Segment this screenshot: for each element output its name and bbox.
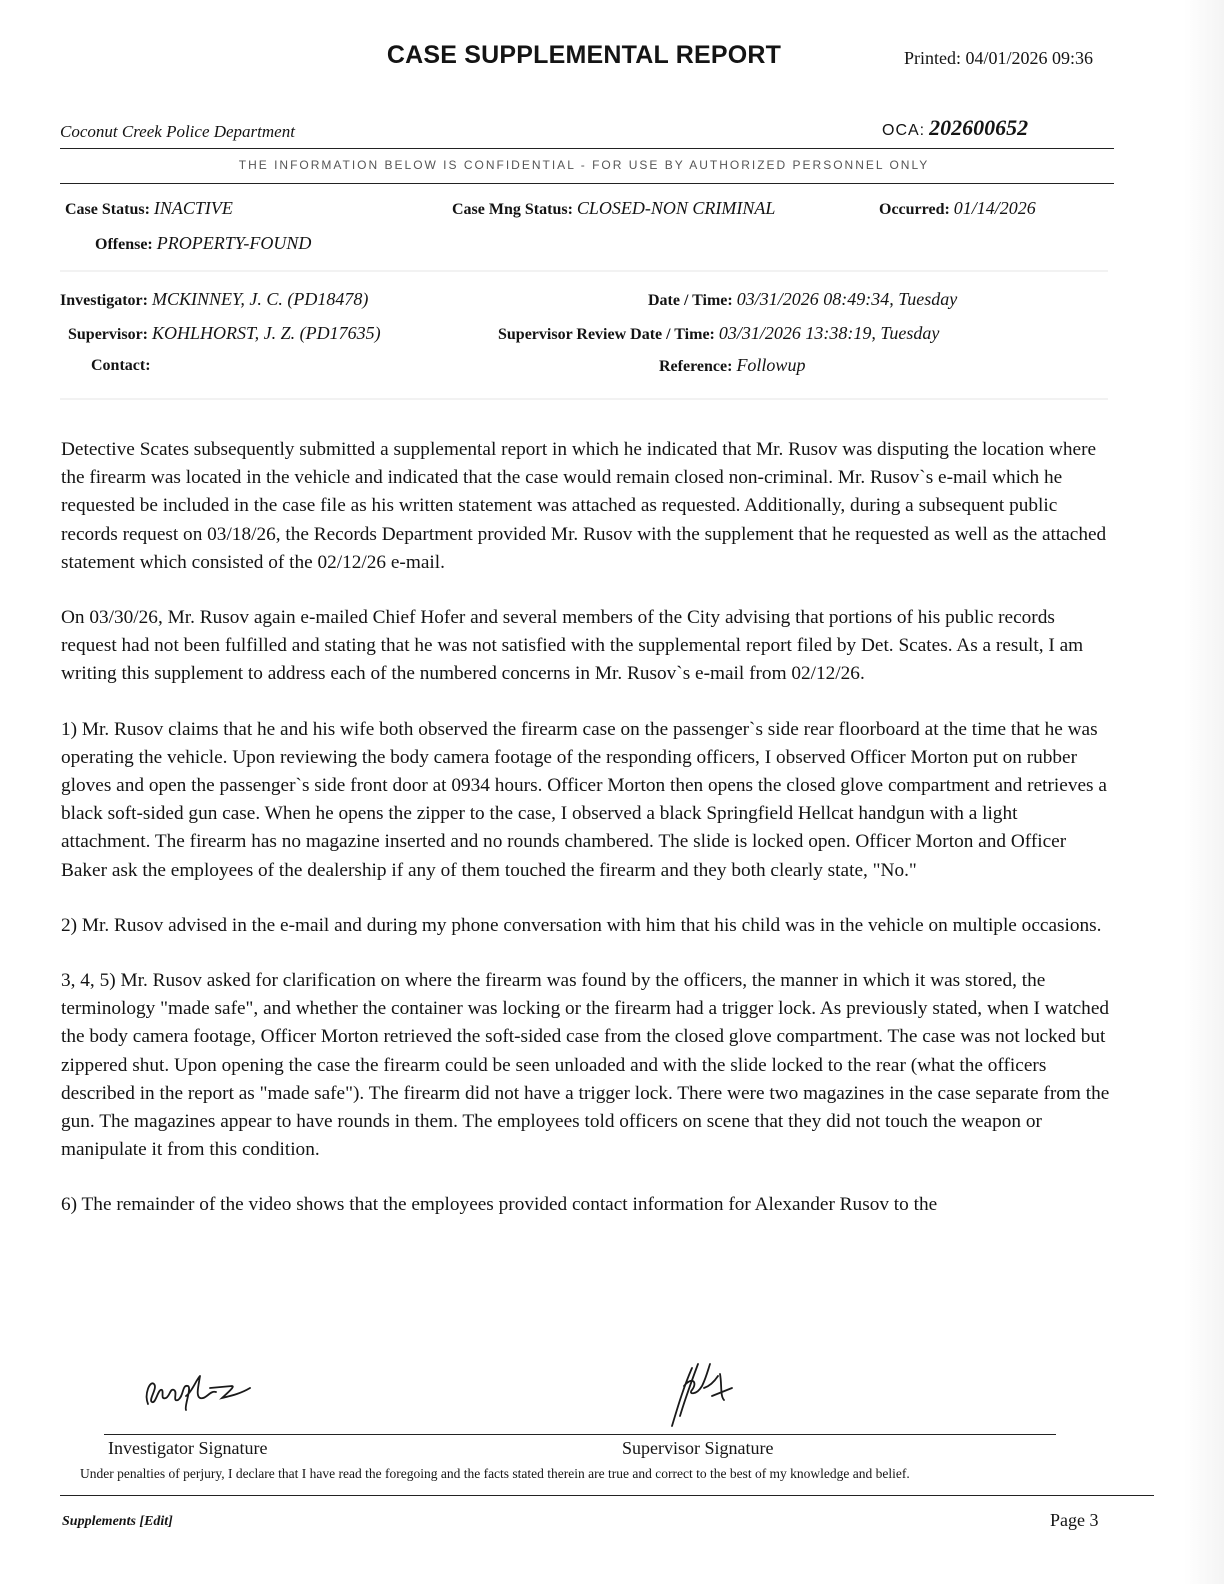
investigator [60,289,368,310]
supervisor-review [498,323,939,344]
page-number: Page 3 [1050,1510,1099,1530]
printed-timestamp: Printed: 04/01/2026 09:36 [904,48,1093,68]
review-label: Supervisor Review Date / Time: [498,326,715,343]
narrative-body [61,436,1111,1247]
supervisor-signature-label: Supervisor Signature [622,1438,774,1458]
supervisor-value: KOHLHORST, J. Z. (PD17635) [152,323,381,343]
occurred-date [879,198,1036,219]
reference-label: Reference: [659,358,733,375]
section-separator [60,270,1108,272]
narrative-paragraph: 3, 4, 5) Mr. Rusov asked for clarification on where the firearm was found by the officers, the manner in which it was stored, the terminology "made safe", and whether the container was locking or the firearm had a trigger lock. As previously stated, when I watched the body camera footage, Officer Morton retrieved the soft-sided case from the closed glove compartment. The case was not locked but zippered shut. Upon opening the case the firearm could be seen unloaded and with the slide locked to the rear (what the officers described in the report as "made safe"). The firearm did not have a trigger lock. There were two magazines in the case separate from the gun. The magazines appear to have rounds in them. The employees told officers on scene that they did not touch the weapon or manipulate it from this condition. [61,970,1110,1161]
narrative-paragraph: 1) Mr. Rusov claims that he and his wife both observed the firearm case on the passenger`s side rear floorboard at the time that he was operating the vehicle. Upon reviewing the body camera footage of the responding officers, I observed Officer Morton put on rubber gloves and open the passenger`s side front door at 0934 hours. Officer Morton then opens the closed glove compartment and retrieves a black soft-sided gun case. When he opens the zipper to the case, I observed a black Springfield Hellcat handgun with a light attachment. The firearm has no magazine inserted and no rounds chambered. The slide is locked open. Officer Morton and Officer Baker ask the employees of the dealership if any of them touched the firearm and they both clearly state, "No." [61,718,1107,881]
report-title: CASE SUPPLEMENTAL REPORT [386,41,782,69]
report-datetime [648,289,957,310]
oca-value: 202600652 [929,115,1029,140]
case-status-value: INACTIVE [153,198,233,218]
contact [91,357,151,375]
signature-line [104,1434,1056,1435]
confidential-banner: THE INFORMATION BELOW IS CONFIDENTIAL - FOR USE BY AUTHORIZED PERSONNEL ONLY [238,158,930,172]
datetime-value: 03/31/2026 08:49:34, Tuesday [736,289,958,309]
department-name: Coconut Creek Police Department [60,122,295,141]
supervisor-label: Supervisor: [68,326,148,343]
header-divider [60,148,1114,149]
occurred-value: 01/14/2026 [953,198,1036,218]
reference [659,355,805,376]
datetime-label: Date / Time: [648,292,733,309]
investigator-value: MCKINNEY, J. C. (PD18478) [151,289,369,309]
footer-divider [60,1495,1154,1496]
footer-section-name: Supplements [Edit] [62,1514,173,1529]
occurred-label: Occurred: [879,201,950,218]
offense-label: Offense: [95,236,153,253]
offense [95,233,311,254]
narrative-paragraph: On 03/30/26, Mr. Rusov again e-mailed Chief Hofer and several members of the City advising that portions of his public records request had not been fulfilled and stating that he was not satisfied with the supplemental report filed by Det. Scates. As a result, I am writing this supplement to address each of the numbered concerns in Mr. Rusov`s e-mail from 02/12/26. [61,607,1084,685]
case-status [65,198,233,219]
narrative-paragraph: Detective Scates subsequently submitted a supplemental report in which he indicated that Mr. Rusov was disputing the location where the firearm was located in the vehicle and indicated that the case would remain closed non-criminal. Mr. Rusov`s e-mail which he requested be included in the case file as his written statement was attached as requested. Additionally, during a subsequent public records request on 03/18/26, the Records Department provided Mr. Rusov with the supplement that he requested as well as the attached statement which consisted of the 02/12/26 e-mail. [61,439,1107,573]
investigator-signature-image [140,1366,270,1412]
case-mng-status-value: CLOSED-NON CRIMINAL [576,198,776,218]
banner-divider [60,183,1114,184]
case-mng-status [452,198,775,219]
offense-value: PROPERTY-FOUND [156,233,312,253]
reference-value: Followup [736,355,806,375]
case-status-label: Case Status: [65,201,150,218]
oca-label: OCA: [882,122,926,139]
perjury-statement: Under penalties of perjury, I declare that I have read the foregoing and the facts stated therein are true and correct to the best of my knowledge and belief. [80,1466,910,1481]
review-value: 03/31/2026 13:38:19, Tuesday [718,323,940,343]
contact-label: Contact: [91,357,151,374]
oca-number [882,115,1028,141]
narrative-paragraph: 2) Mr. Rusov advised in the e-mail and during my phone conversation with him that his child was in the vehicle on multiple occasions. [61,914,1102,936]
narrative-paragraph: 6) The remainder of the video shows that the employees provided contact information for Alexander Rusov to the [61,1194,938,1216]
section-separator-2 [60,398,1108,400]
case-mng-status-label: Case Mng Status: [452,201,573,218]
investigator-label: Investigator: [60,292,148,309]
page-edge-shadow [1184,0,1224,1584]
supervisor-signature-image [662,1356,742,1436]
supervisor [68,323,381,344]
investigator-signature-label: Investigator Signature [108,1438,268,1458]
